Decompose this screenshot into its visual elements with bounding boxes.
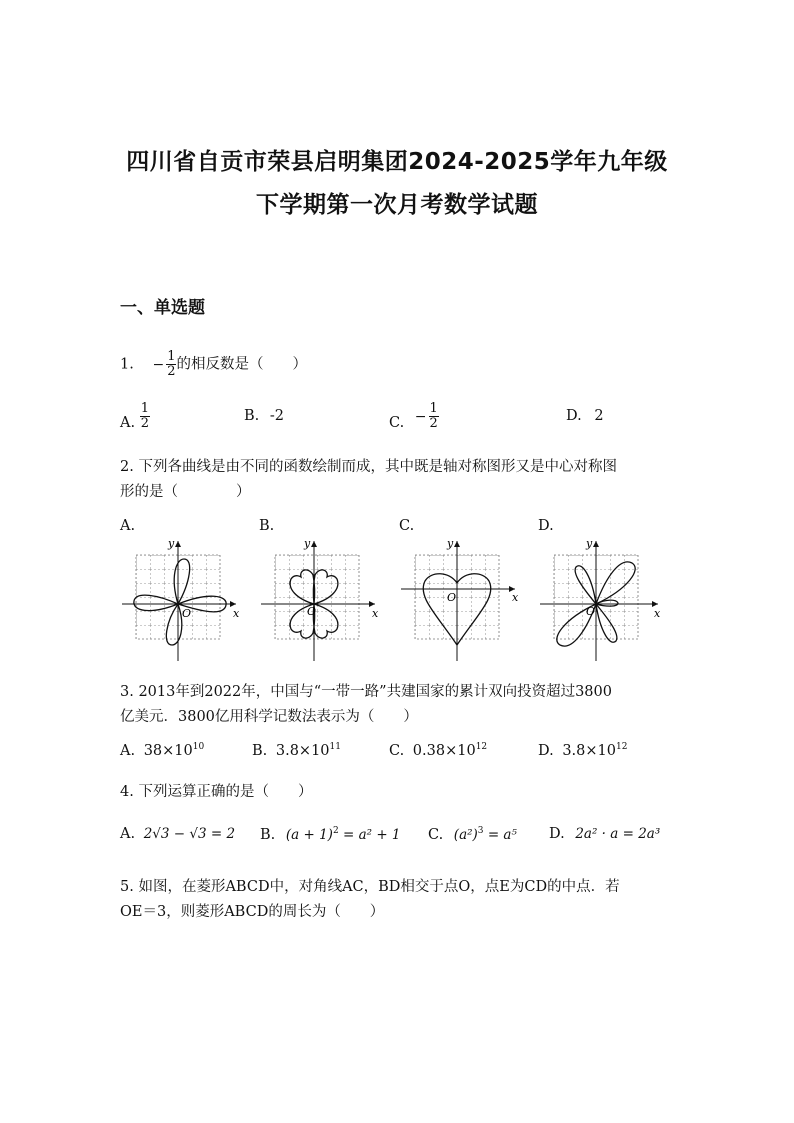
option-expression-rest: = a² + 1 xyxy=(338,826,401,843)
y-axis-label: y xyxy=(168,537,175,550)
question-5-line2: OE＝3，则菱形ABCD的周长为（ ） xyxy=(120,904,385,920)
option-expression-base: (a + 1) xyxy=(285,826,333,843)
fraction xyxy=(429,402,439,431)
q1-option-a[interactable] xyxy=(120,402,150,431)
option-expression: 2√3 − √3 = 2 xyxy=(143,826,236,842)
option-text: -2 xyxy=(269,408,284,424)
x-axis-label: x xyxy=(654,607,661,620)
page-title-line2: 下学期第一次月考数学试题 xyxy=(256,192,538,218)
option-label: C. xyxy=(389,742,405,759)
question-number: 2. xyxy=(120,459,134,475)
option-expression: 2a² · a = 2a³ xyxy=(575,826,661,842)
x-axis-label: x xyxy=(233,607,240,620)
graph-c[interactable] xyxy=(397,537,527,663)
x-axis-label: x xyxy=(512,591,519,604)
question-text: 下列运算正确的是（ ） xyxy=(138,784,313,800)
q4-option-a[interactable] xyxy=(120,826,235,842)
option-exponent: 12 xyxy=(616,742,628,752)
question-number: 5. xyxy=(120,879,134,895)
fraction xyxy=(166,350,176,379)
graph-d[interactable] xyxy=(536,537,666,663)
option-base: 38×10 xyxy=(143,742,193,759)
option-exponent: 12 xyxy=(475,742,488,752)
option-base: 3.8×10 xyxy=(562,742,616,759)
option-expression-rest: = a⁵ xyxy=(483,826,517,843)
question-2-line1 xyxy=(120,455,617,476)
question-2-line2: 形的是（ ） xyxy=(120,484,251,500)
graph-a[interactable] xyxy=(118,537,248,663)
y-axis-label: y xyxy=(304,537,311,550)
option-exponent: 11 xyxy=(329,742,341,752)
option-exponent: 3 xyxy=(477,826,484,836)
fraction xyxy=(140,402,150,431)
fraction-numerator: 1 xyxy=(140,401,149,416)
fraction-denominator: 2 xyxy=(167,364,176,379)
origin-label: O xyxy=(307,605,317,618)
question-text: 2013年到2022年，中国与“一带一路”共建国家的累计双向投资超过3800 xyxy=(138,684,612,700)
question-3-line2: 亿美元．3800亿用科学记数法表示为（ ） xyxy=(120,709,418,725)
option-label: B. xyxy=(252,742,268,759)
option-label: B. xyxy=(260,826,276,843)
fraction-numerator: 1 xyxy=(429,401,438,416)
option-exponent: 10 xyxy=(192,742,205,752)
question-3-line1 xyxy=(120,680,612,701)
q3-option-a[interactable] xyxy=(120,742,204,759)
q3-option-d[interactable] xyxy=(538,742,627,759)
minus-sign: − xyxy=(152,356,165,373)
option-label: A. xyxy=(120,742,136,759)
y-axis-label: y xyxy=(586,537,593,550)
page-title-line1: 四川省自贡市荣县启明集团2024-2025学年九年级 xyxy=(126,149,668,175)
question-1 xyxy=(120,350,307,379)
option-label: C. xyxy=(428,826,444,843)
option-label: D. xyxy=(566,408,582,424)
question-number: 1. xyxy=(120,356,134,373)
origin-label: O xyxy=(586,605,596,618)
graph-b[interactable] xyxy=(257,537,387,663)
question-text: 下列各曲线是由不同的函数绘制而成，其中既是轴对称图形又是中心对称图 xyxy=(138,459,617,475)
question-4 xyxy=(120,780,312,801)
option-expression-base: (a²) xyxy=(453,826,478,843)
question-number: 3. xyxy=(120,684,134,700)
q1-option-c[interactable] xyxy=(389,402,439,431)
fraction-numerator: 1 xyxy=(167,349,176,364)
q4-option-c[interactable] xyxy=(428,826,517,843)
option-base: 0.38×10 xyxy=(412,742,476,759)
question-5-line1 xyxy=(120,875,620,896)
fraction-denominator: 2 xyxy=(429,416,438,431)
fraction-denominator: 2 xyxy=(140,416,149,431)
option-label: C. xyxy=(389,415,405,431)
option-text: 2 xyxy=(594,408,604,424)
q4-option-b[interactable] xyxy=(260,826,401,843)
option-label: A. xyxy=(120,826,136,842)
section-heading: 一、单选题 xyxy=(120,298,205,318)
q1-option-b[interactable] xyxy=(244,408,284,424)
x-axis-label: x xyxy=(372,607,379,620)
option-base: 3.8×10 xyxy=(275,742,330,759)
q4-option-d[interactable] xyxy=(549,826,660,842)
q2-option-a-label[interactable]: A. xyxy=(120,518,136,534)
minus-sign: − xyxy=(414,408,427,425)
q2-option-c-label[interactable]: C. xyxy=(399,518,415,534)
q2-option-b-label[interactable]: B. xyxy=(259,518,275,534)
q1-option-d[interactable] xyxy=(566,408,604,424)
question-text: 如图，在菱形ABCD中，对角线AC，BD相交于点O，点E为CD的中点．若 xyxy=(138,879,620,895)
origin-label: O xyxy=(447,591,457,604)
option-label: D. xyxy=(549,826,565,842)
option-label: B. xyxy=(244,408,260,424)
question-text: 的相反数是（ ） xyxy=(176,356,307,373)
origin-label: O xyxy=(182,607,192,620)
option-label: A. xyxy=(120,415,136,431)
option-exponent: 2 xyxy=(332,826,339,836)
q2-option-d-label[interactable]: D. xyxy=(538,518,554,534)
q3-option-b[interactable] xyxy=(252,742,341,759)
question-number: 4. xyxy=(120,784,134,800)
option-label: D. xyxy=(538,742,554,759)
y-axis-label: y xyxy=(447,537,454,550)
q3-option-c[interactable] xyxy=(389,742,487,759)
